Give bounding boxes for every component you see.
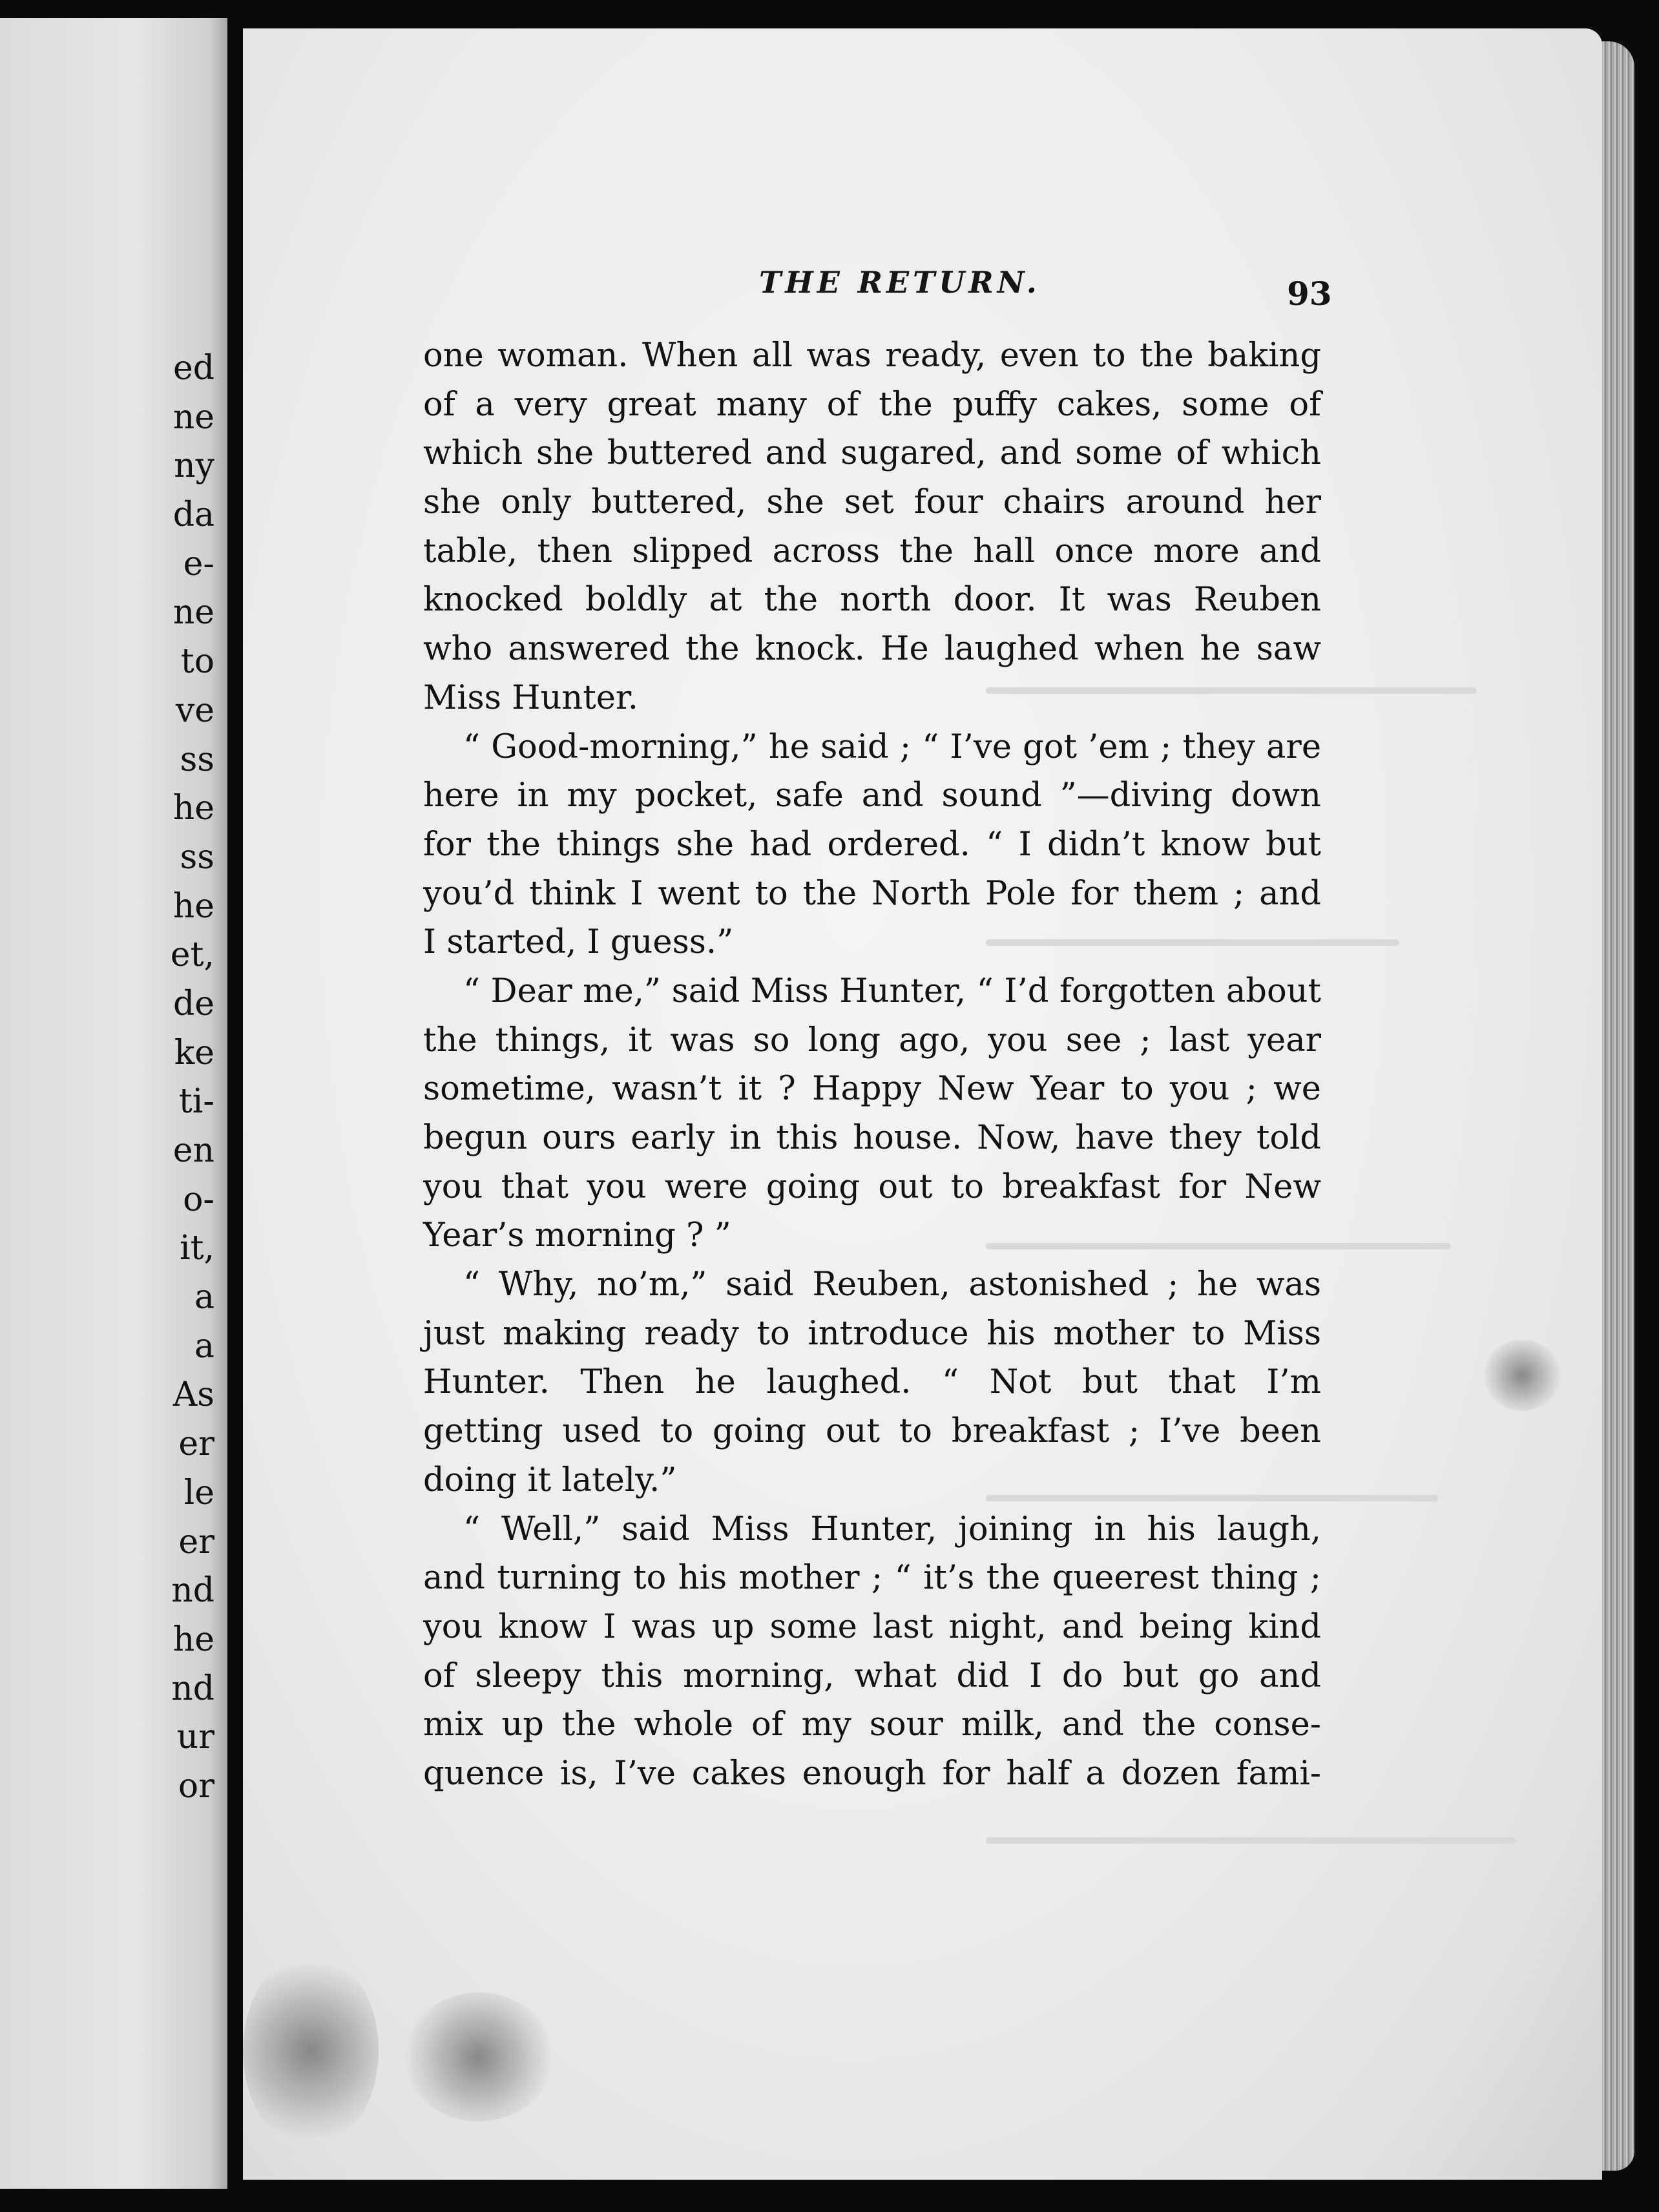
left-fragment: ne (172, 397, 214, 437)
text-line: Hunter. Then he laughed. “ Not but that I’m (423, 1363, 1321, 1402)
show-through-line (986, 1837, 1516, 1844)
left-fragment: he (172, 1620, 214, 1659)
text-line: you that you were going out to breakfast for New (423, 1167, 1321, 1206)
left-fragment: er (178, 1424, 214, 1464)
text-line: “ Good-morning,” he said ; “ I’ve got ’em ; they are (463, 727, 1321, 766)
book-gutter (227, 0, 244, 2212)
left-fragment: to (180, 642, 214, 682)
left-fragment: he (172, 886, 214, 926)
text-line: Miss Hunter. (423, 678, 638, 717)
left-fragment: or (178, 1766, 214, 1806)
left-fragment: it, (179, 1229, 214, 1268)
text-line: “ Well,” said Miss Hunter, joining in his laugh, (463, 1510, 1321, 1549)
page-body-text (423, 331, 1321, 1799)
text-line: knocked boldly at the north door. It was Reuben (423, 581, 1321, 620)
left-fragment: ss (180, 837, 214, 877)
left-fragment: a (194, 1326, 214, 1366)
left-fragment: le (183, 1473, 214, 1512)
left-fragment: da (172, 496, 214, 535)
page-number: 93 (1287, 275, 1332, 313)
left-fragment: e- (183, 544, 214, 583)
left-fragment: a (194, 1278, 214, 1317)
text-line: I started, I guess.” (423, 923, 734, 962)
text-line: one woman. When all was ready, even to the baking (423, 337, 1321, 375)
text-line: and turning to his mother ; “ it’s the queerest thing ; (423, 1559, 1321, 1598)
text-line: getting used to going out to breakfast ; I’ve been (423, 1412, 1321, 1451)
left-fragment: o- (183, 1180, 214, 1219)
text-line: the things, it was so long ago, you see ; last year (423, 1021, 1321, 1059)
left-fragment: et, (170, 935, 214, 975)
left-fragment: nd (171, 1571, 214, 1611)
text-line: doing it lately.” (423, 1461, 677, 1499)
text-line: sometime, wasn’t it ? Happy New Year to you ; we (423, 1070, 1321, 1109)
text-line: Year’s morning ? ” (423, 1216, 731, 1255)
left-fragment: de (172, 984, 214, 1023)
left-fragment: ti- (178, 1082, 214, 1122)
text-line: you know I was up some last night, and being kind (423, 1607, 1321, 1646)
text-line: table, then slipped across the hall once more and (423, 532, 1321, 570)
left-fragment: he (172, 789, 214, 828)
left-fragment: ur (176, 1718, 214, 1757)
text-line: you’d think I went to the North Pole for them ; and (423, 874, 1321, 913)
left-fragment: ve (175, 691, 214, 730)
ink-smudge (243, 1954, 379, 2147)
left-fragment: ss (180, 740, 214, 779)
left-fragment: ke (174, 1033, 214, 1072)
ink-smudge (404, 1992, 553, 2122)
text-line: mix up the whole of my sour milk, and the conse- (423, 1706, 1321, 1744)
left-fragment: er (178, 1522, 214, 1561)
left-fragment: ed (172, 349, 214, 388)
left-fragment: nd (171, 1669, 214, 1708)
text-line: “ Dear me,” said Miss Hunter, “ I’d forgotten about (463, 972, 1321, 1010)
left-page-line-fragments (0, 344, 227, 1811)
text-line: she only buttered, she set four chairs around her (423, 483, 1321, 522)
left-fragment: en (172, 1131, 214, 1170)
ink-smudge (1483, 1340, 1561, 1411)
left-fragment: As (172, 1375, 214, 1415)
left-fragment: ny (174, 446, 214, 486)
text-line: here in my pocket, safe and sound ”—diving down (423, 777, 1321, 815)
running-head-text: THE RETURN. (759, 265, 1041, 300)
left-fragment: ne (172, 593, 214, 632)
text-line: who answered the knock. He laughed when he saw (423, 630, 1321, 669)
text-line: for the things she had ordered. “ I didn’t know but (423, 825, 1321, 864)
text-line: begun ours early in this house. Now, have they told (423, 1119, 1321, 1157)
left-page (0, 18, 227, 2189)
text-line: “ Why, no’m,” said Reuben, astonished ; he was (463, 1266, 1321, 1304)
text-line: quence is, I’ve cakes enough for half a dozen fami- (423, 1754, 1321, 1793)
text-line: of a very great many of the puffy cakes, some of (423, 385, 1321, 424)
text-line: of sleepy this morning, what did I do but go and (423, 1656, 1321, 1695)
text-line: which she buttered and sugared, and some of which (423, 434, 1321, 473)
text-line: just making ready to introduce his mother to Miss (423, 1314, 1321, 1353)
